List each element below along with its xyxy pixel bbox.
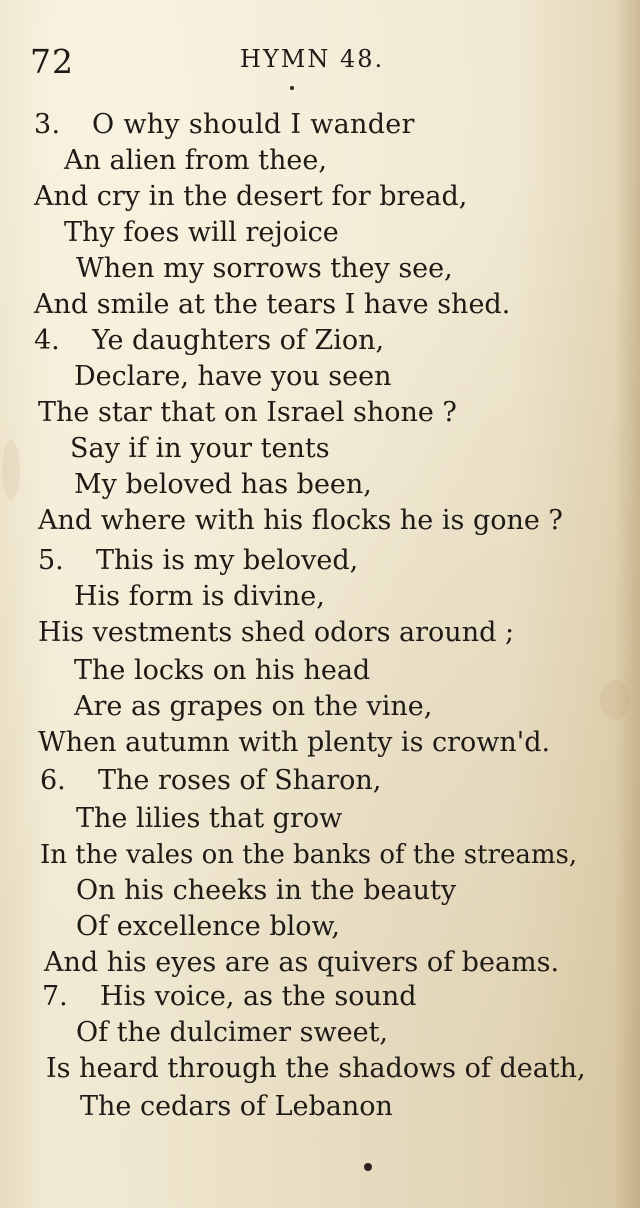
verse-line: The locks on his head [74,655,371,686]
running-title: HYMN 48. [240,45,385,73]
verse-line: His form is divine, [74,581,325,612]
page-header [0,42,640,82]
verse-line: The cedars of Lebanon [80,1091,393,1122]
verse-line: 6. The roses of Sharon, [40,765,382,796]
stanza-number: 4. [34,325,60,356]
verse-line: Say if in your tents [70,433,330,464]
verse-line: An alien from thee, [64,145,327,176]
verse-line: My beloved has been, [74,469,372,500]
verse-line: 4. Ye daughters of Zion, [34,325,385,356]
page-fold-shadow [614,0,640,1208]
verse-line: And cry in the desert for bread, [34,181,468,212]
verse-line: In the vales on the banks of the streams, [40,840,578,870]
verse-line: When autumn with plenty is crown'd. [38,727,551,758]
verse-line: Is heard through the shadows of death, [46,1053,586,1084]
stanza-number: 5. [38,545,64,576]
verse-line: When my sorrows they see, [76,253,453,284]
verse-line: Of excellence blow, [76,911,341,942]
verse-line: Declare, have you seen [74,361,392,392]
verse-line: Thy foes will rejoice [64,217,339,248]
paper-stain [600,680,630,720]
verse-line: The star that on Israel shone ? [38,397,457,428]
verse-line: And his eyes are as quivers of beams. [44,947,560,978]
verse-line: And where with his flocks he is gone ? [38,505,563,536]
verse-line: 5. This is my beloved, [38,545,359,576]
verse-line: And smile at the tears I have shed. [34,289,511,320]
stanza-number: 3. [34,109,61,140]
page-number: 72 [30,42,74,81]
verse-line: 7. His voice, as the sound [42,981,417,1012]
print-dot [290,86,294,90]
verse-line: Of the dulcimer sweet, [76,1017,389,1048]
verse-line: On his cheeks in the beauty [76,875,457,906]
stanza-number: 6. [40,765,66,796]
verse-line: Are as grapes on the vine, [74,691,433,722]
print-dot [364,1163,372,1171]
verse-line: His vestments shed odors around ; [38,617,515,648]
verse-line: The lilies that grow [76,803,343,834]
verse-line: 3. O why should I wander [34,109,415,140]
stanza-number: 7. [42,981,68,1012]
